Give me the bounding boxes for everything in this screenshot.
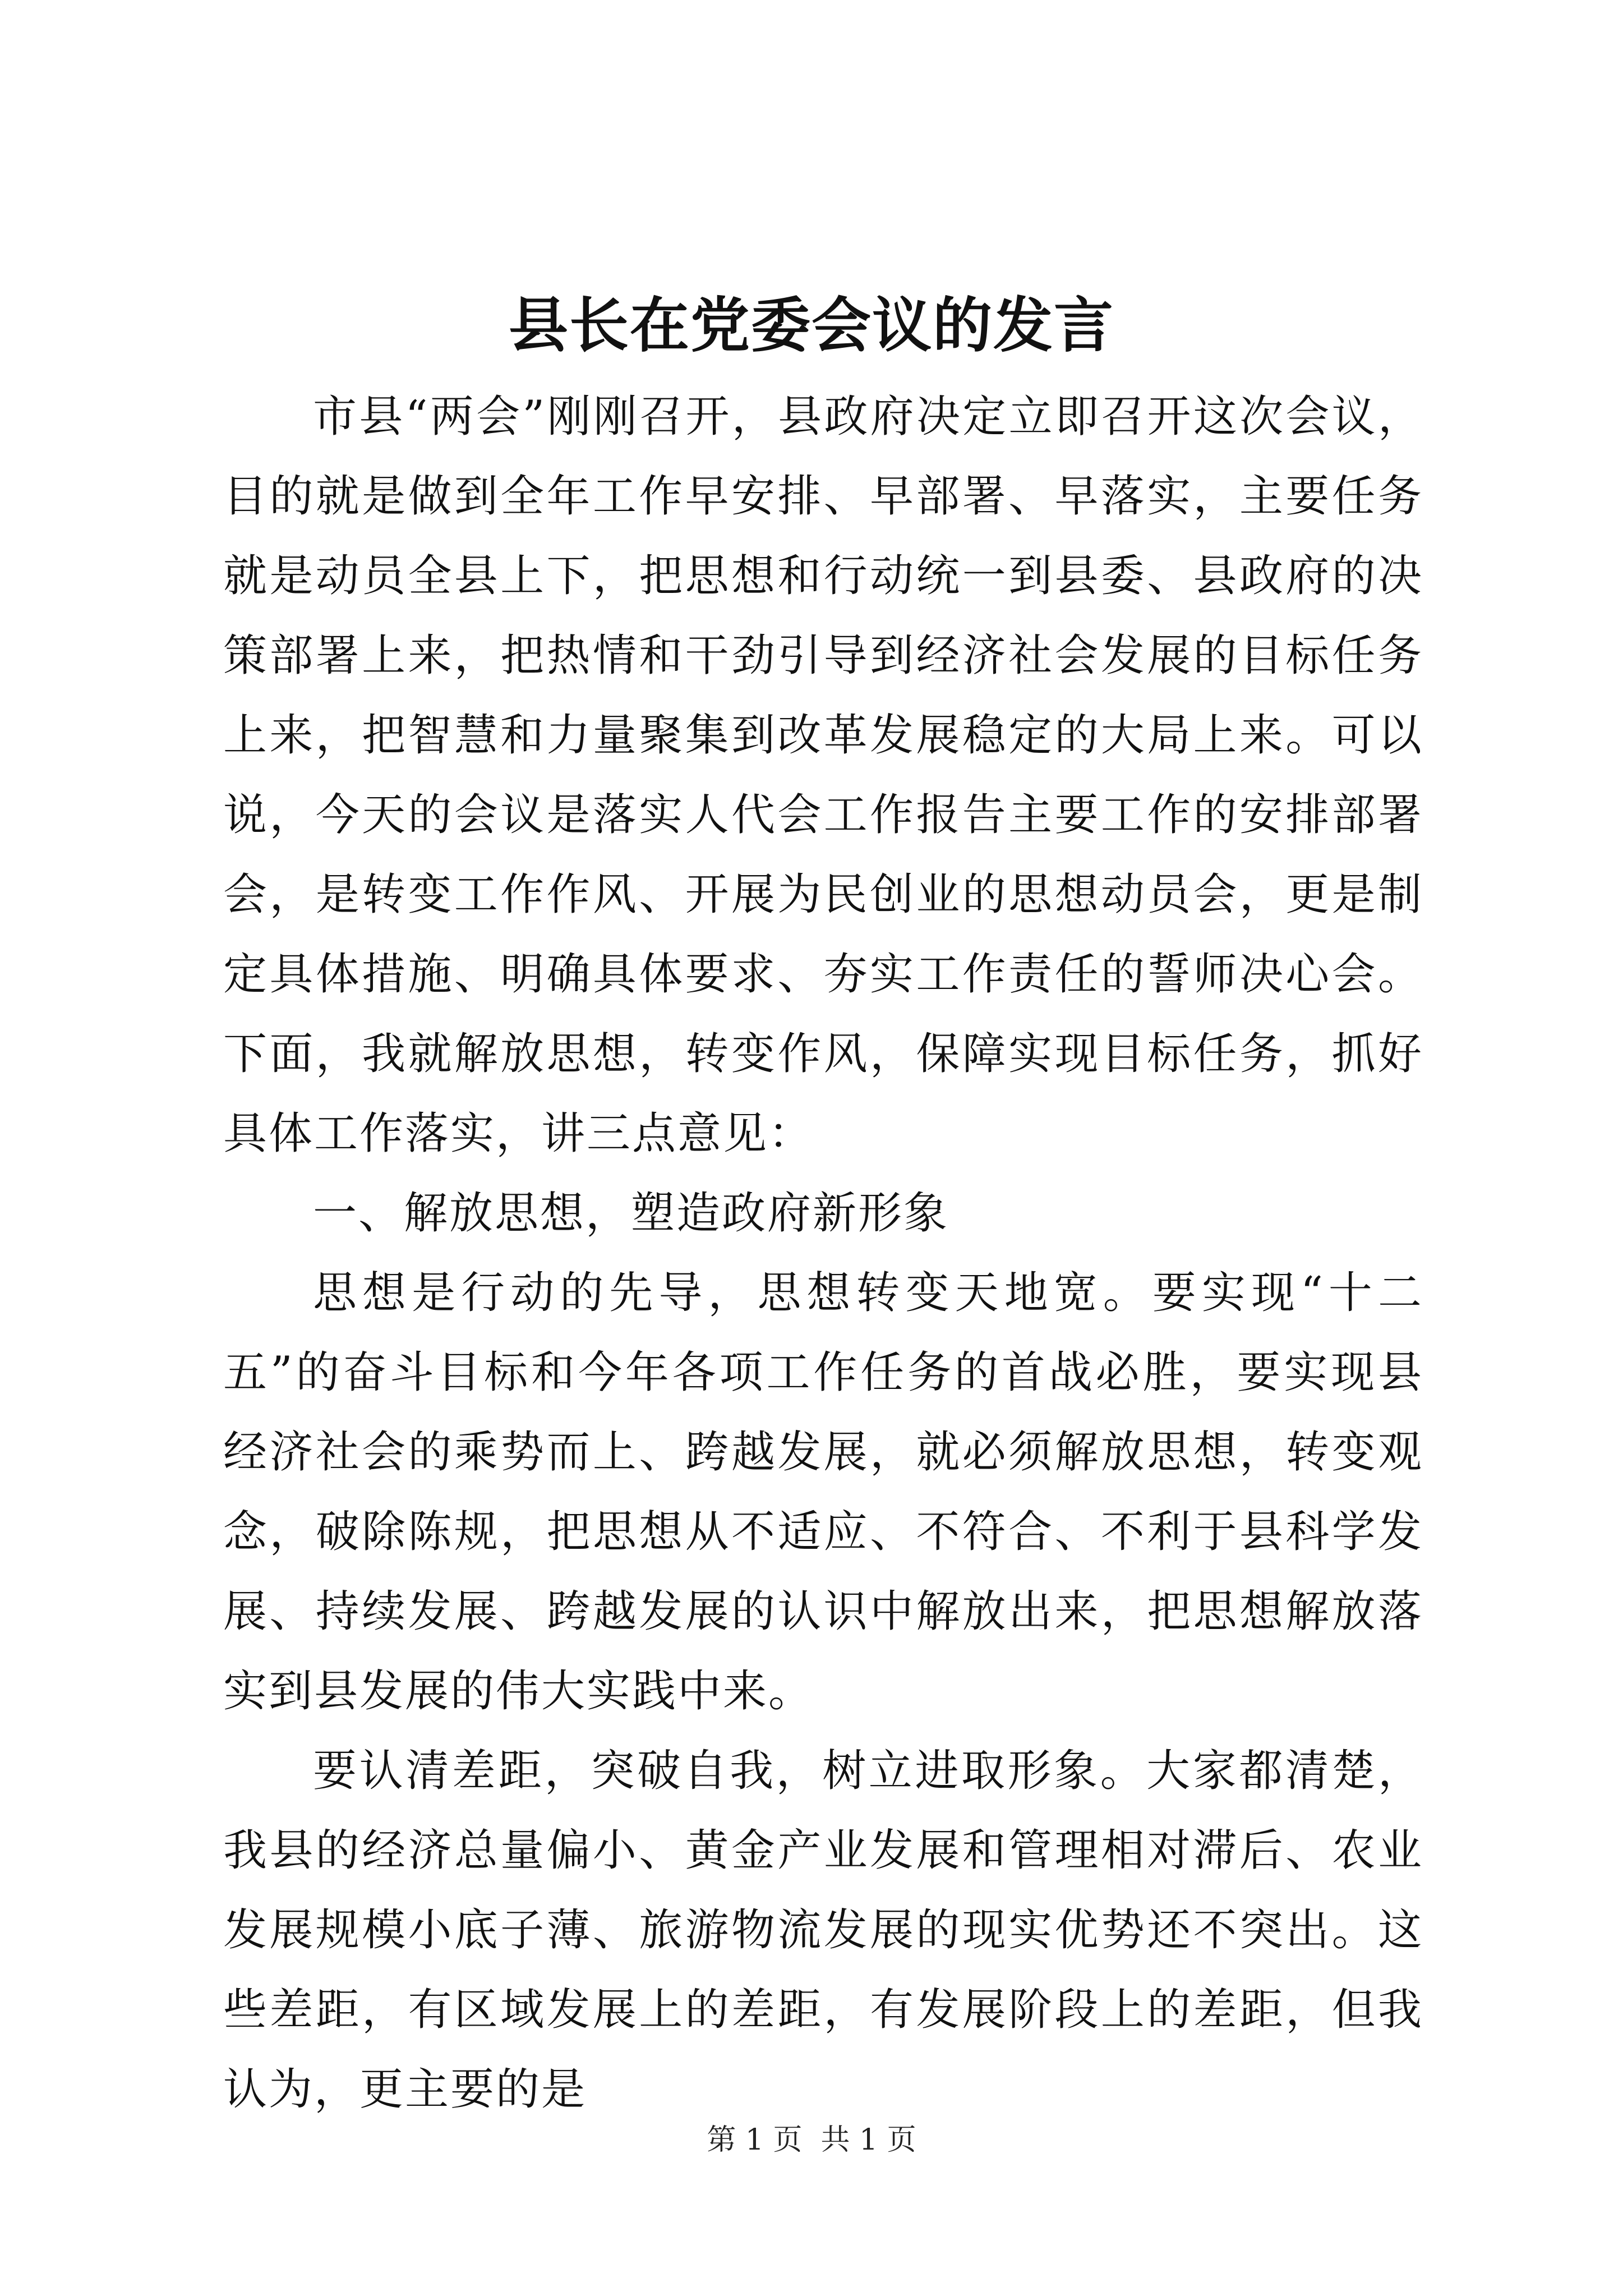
document-body <box>223 377 1423 2129</box>
paragraph-thought: 思想是行动的先导，思想转变天地宽。要实现“十二五”的奋斗目标和今年各项工作任务的首战必胜，要实现县经济社会的乘势而上、跨越发展，就必须解放思想，转变观念，破除陈规，把思想从不适应、不符合、不利于县科学发展、持续发展、跨越发展的认识中解放出来，把思想解放落实到县发展的伟大实践中来。 <box>223 1268 1423 1717</box>
page-number-label: 第 1 页 共 1 页 <box>707 2123 916 2157</box>
document-title: 县长在党委会议的发言 <box>509 290 1114 360</box>
paragraph-intro: 市县“两会”刚刚召开，县政府决定立即召开这次会议，目的就是做到全年工作早安排、早部署、早落实，主要任务就是动员全县上下，把思想和行动统一到县委、县政府的决策部署上来，把热情和干劲引导到经济社会发展的目标任务上来，把智慧和力量聚集到改革发展稳定的大局上来。可以说，今天的会议是落实人代会工作报告主要工作的安排部署会，是转变工作作风、开展为民创业的思想动员会，更是制定具体措施、明确具体要求、夯实工作责任的誓师决心会。下面，我就解放思想，转变作风，保障实现目标任务，抓好具体工作落实，讲三点意见： <box>223 392 1423 1159</box>
paragraph-gap: 要认清差距，突破自我，树立进取形象。大家都清楚，我县的经济总量偏小、黄金产业发展和管理相对滞后、农业发展规模小底子薄、旅游物流发展的现实优势还不突出。这些差距，有区域发展上的差距，有发展阶段上的差距，但我认为，更主要的是 <box>223 1746 1423 2115</box>
section-heading-1: 一、解放思想，塑造政府新形象 <box>313 1188 949 1239</box>
page-footer <box>0 2120 1623 2160</box>
